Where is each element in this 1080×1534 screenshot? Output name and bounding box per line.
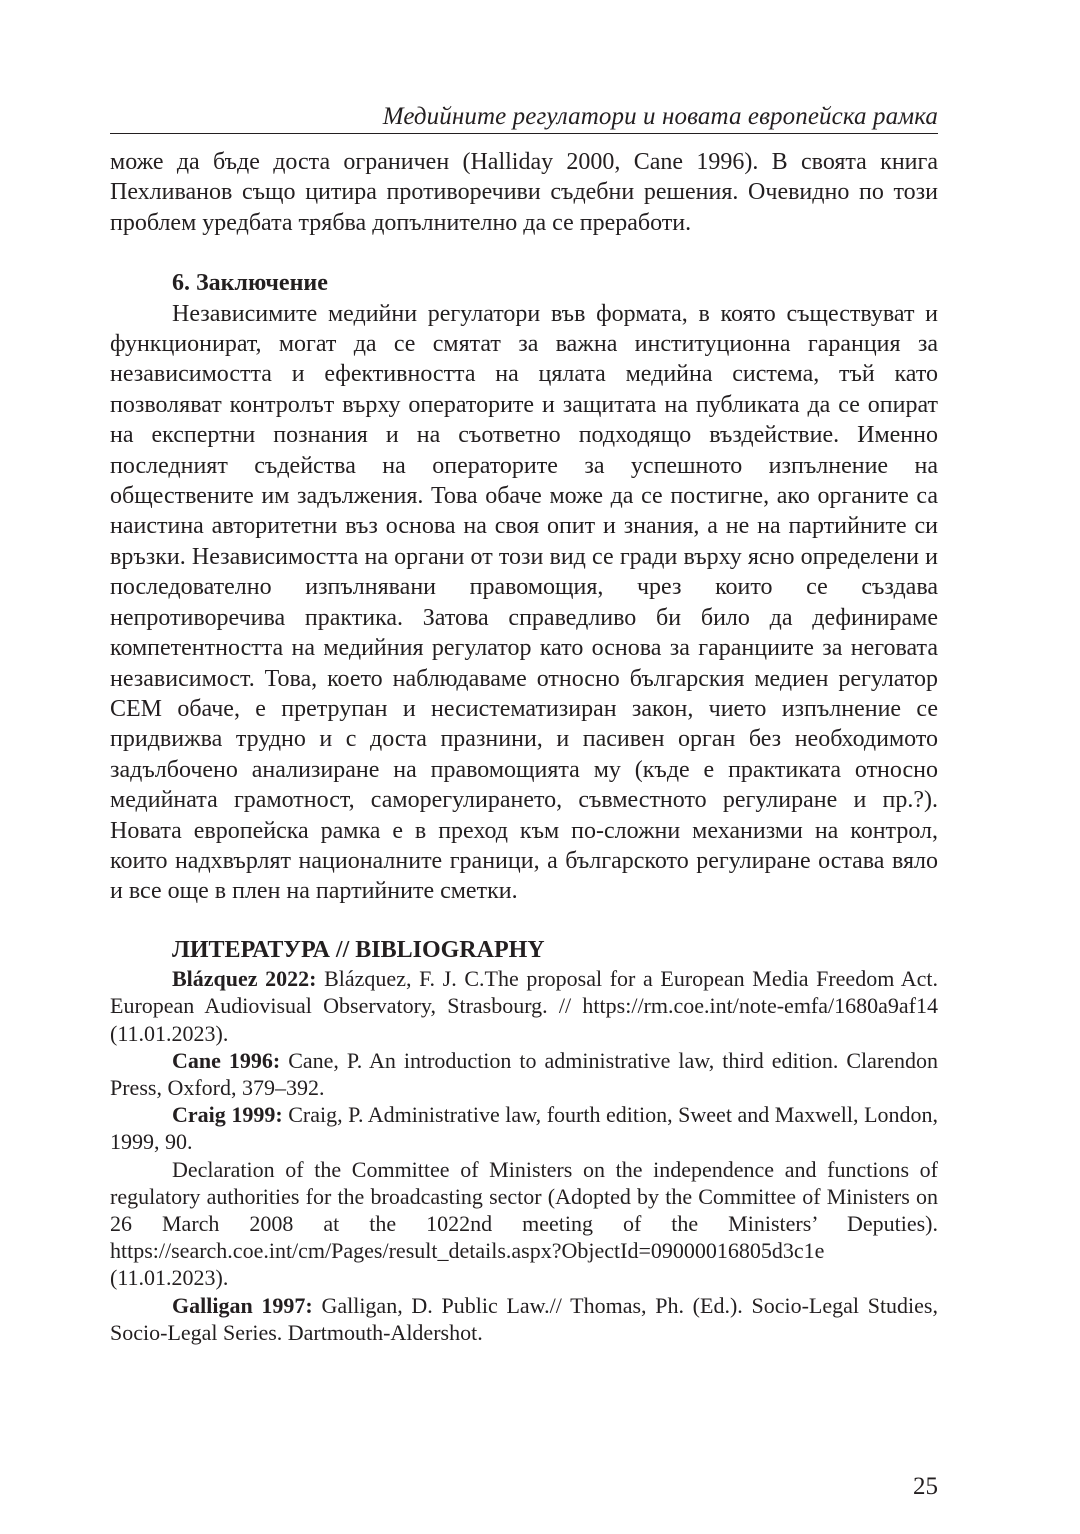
bibliography-entry-text: Craig, P. Administrative law, fourth edition, Sweet and Maxwell, London, 1999, 90. (110, 1102, 939, 1155)
bibliography-entry-key: Craig 1999: (172, 1102, 283, 1128)
conclusion-paragraph: Независимите медийни регулатори във формата, в която съществуват и функционират, могат да се смятат за важна институционна гаранция за независимостта и ефективността на цялата медийна система, тъй като позволяват контролът върху операторите и защитата на публиката да се опират на експертни познания и на съответно подходящо въздействие. Именно последният съдейства на операторите за успешното изпълнение на обществените им задължения. Това обаче може да се постигне, ако органите са наистина авторитетни въз основа на своя опит и знания, а не на партийните си връзки. Независимостта на органи от този вид се гради върху ясно определени и последователно изпълнявани правомощия, чрез които се създава непротиворечива практика. Затова справедливо би било да дефинираме компетентността на медийния регулатор като основа за гаранциите за неговата независимост. Това, което наблюдаваме относно българския медиен регулатор СЕМ обаче, е претрупан и несистематизиран закон, чието изпълнение се придвижва трудно и с доста празнини, и пасивен орган без необходимото задълбочено анализиране на правомощията му (къде е практиката относно медийната грамотност, саморегулирането, съвместното регулиране и пр.?). Новата европейска рамка е в преход към по-сложни механизми на контрол, които надхвърлят националните граници, а българското регулиране остава вяло и все още в плен на партийните сметки. (110, 300, 938, 905)
bibliography-entry-text: Cane, P. An introduction to administrative law, third edition. Clarendon Press, Oxford, 379–392. (110, 1047, 939, 1100)
bibliography-entry-text: Declaration of the Committee of Ministers on the independence and functions of regulatory authorities for the broadcasting sector (Adopted by the Committee of Ministers on 26 March 2008 at the 1022nd meeting of the Ministers’ Deputies). https://search.coe.int/cm/Pages/result_details.aspx?ObjectId=09000016805d3c1e (11.01.2023). (110, 1156, 938, 1291)
header-divider (110, 133, 938, 134)
section-heading: 6. Заключение (172, 270, 328, 297)
book-page (110, 0, 938, 1534)
running-header: Медийните регулатори и новата европейска рамка (382, 103, 938, 130)
bibliography-entry-text: Galligan, D. Public Law.// Thomas, Ph. (Ed.). Socio-Legal Studies, Socio-Legal Series. Dartmouth-Aldershot. (110, 1292, 938, 1345)
bibliography-entry-text: Blázquez, F. J. C.The proposal for a European Media Freedom Act. European Audiovisual Observatory, Strasbourg. // https://rm.coe.int/note-emfa/1680a9af14 (11.01.2023). (110, 966, 938, 1046)
page-body (110, 147, 938, 1346)
bibliography-entry-key: Galligan 1997: (172, 1292, 313, 1318)
bibliography-entry (110, 1047, 938, 1101)
bibliography-entry (110, 1292, 938, 1346)
bibliography-entry-key: Blázquez 2022: (172, 966, 317, 992)
bibliography-heading: ЛИТЕРАТУРА // BIBLIOGRAPHY (172, 936, 545, 963)
bibliography-entry-key: Cane 1996: (172, 1047, 281, 1073)
bibliography-entry (110, 1101, 938, 1155)
bibliography-entry (110, 1156, 938, 1292)
page-number: 25 (913, 1473, 938, 1500)
bibliography-entry (110, 965, 938, 1047)
opening-paragraph: може да бъде доста ограничен (Halliday 2000, Cane 1996). В своята книга Пехливанов също цитира противоречиви съдебни решения. Очевидно по този проблем уредбата трябва допълнително да се преработи. (110, 149, 938, 236)
